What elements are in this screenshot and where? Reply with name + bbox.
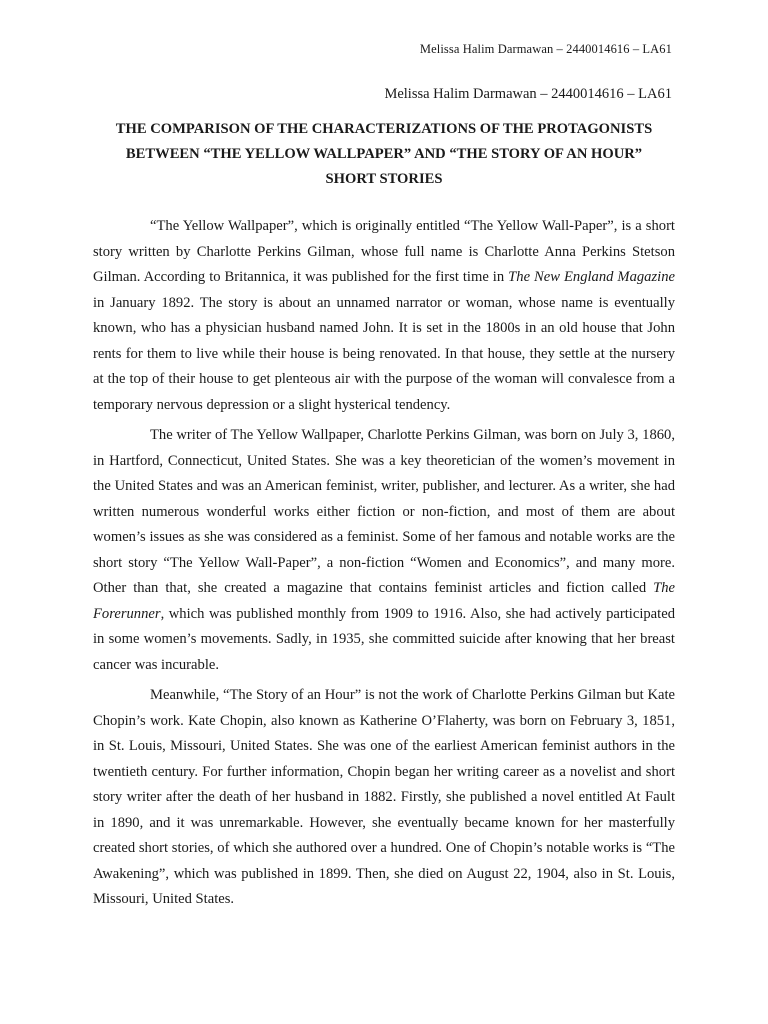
- paragraph-1-text-b: in January 1892. The story is about an unnamed narrator or woman, whose name is eventually known, who has a physician husband named John. It is set in the 1800s in an old house that John rents for them to live while their house is being renovated. In that house, they settle at the nursery at the top of their house to get plenteous air with the purpose of the woman will convalesce from a temporary nervous depression or a slight hysterical tendency.: [93, 294, 675, 413]
- running-header: Melissa Halim Darmawan – 2440014616 – LA61: [419, 42, 672, 56]
- paragraph-2-text-a: The writer of The Yellow Wallpaper, Charlotte Perkins Gilman, was born on July 3, 1860, in Hartford, Connecticut, United States. She was a key theoretician of the women’s movement in the United States and was an American feminist, writer, publisher, and lecturer. As a writer, she had written numerous wonderful works either fiction or non-fiction, and most of them are about women’s issues as she was considered as a feminist. Some of her famous and notable works are the short story “The Yellow Wall-Paper”, a non-fiction “Women and Economics”, and many more. Other than that, she created a magazine that contains feminist articles and fiction called: [93, 427, 675, 596]
- paragraph-1-magazine-title: The New England Magazine: [508, 269, 675, 285]
- paragraph-chopin-biography: [93, 683, 675, 913]
- paragraph-2-text-b: , which was published monthly from 1909 to 1916. Also, she had actively participated in some women’s movements. Sadly, in 1935, she committed suicide after knowing that her breast cancer was incurable.: [93, 605, 675, 673]
- document-body: [93, 214, 675, 918]
- paragraph-gilman-biography: [93, 423, 675, 678]
- author-line: Melissa Halim Darmawan – 2440014616 – LA61: [384, 86, 672, 102]
- document-title: [93, 117, 675, 192]
- paragraph-1-text-a: “The Yellow Wallpaper”, which is originally entitled “The Yellow Wall-Paper”, is a short story written by Charlotte Perkins Gilman, whose full name is Charlotte Anna Perkins Stetson Gilman. According to Britannica, it was published for the first time in: [93, 218, 675, 285]
- title-line-1: THE COMPARISON OF THE CHARACTERIZATIONS OF THE PROTAGONISTS: [115, 121, 653, 137]
- title-line-3: SHORT STORIES: [325, 171, 443, 187]
- paragraph-3-text: Meanwhile, “The Story of an Hour” is not the work of Charlotte Perkins Gilman but Kate Chopin’s work. Kate Chopin, also known as Katherine O’Flaherty, was born on February 3, 1851, in St. Louis, Missouri, United States. She was one of the earliest American feminist authors in the twentieth century. For further information, Chopin began her writing career as a novelist and short story writer after the death of her husband in 1882. Firstly, she published a novel entitled At Fault in 1890, and it was unremarkable. However, she eventually became known for her masterfully created short stories, of which she authored over a hundred. One of Chopin’s notable works is “The Awakening”, which was published in 1899. Then, she died on August 22, 1904, also in St. Louis, Missouri, United States.: [93, 687, 675, 907]
- title-line-2: BETWEEN “THE YELLOW WALLPAPER” AND “THE STORY OF AN HOUR”: [125, 146, 643, 162]
- paragraph-2-magazine-title: The Forerunner: [93, 580, 675, 622]
- paragraph-yellow-wallpaper: [93, 214, 675, 418]
